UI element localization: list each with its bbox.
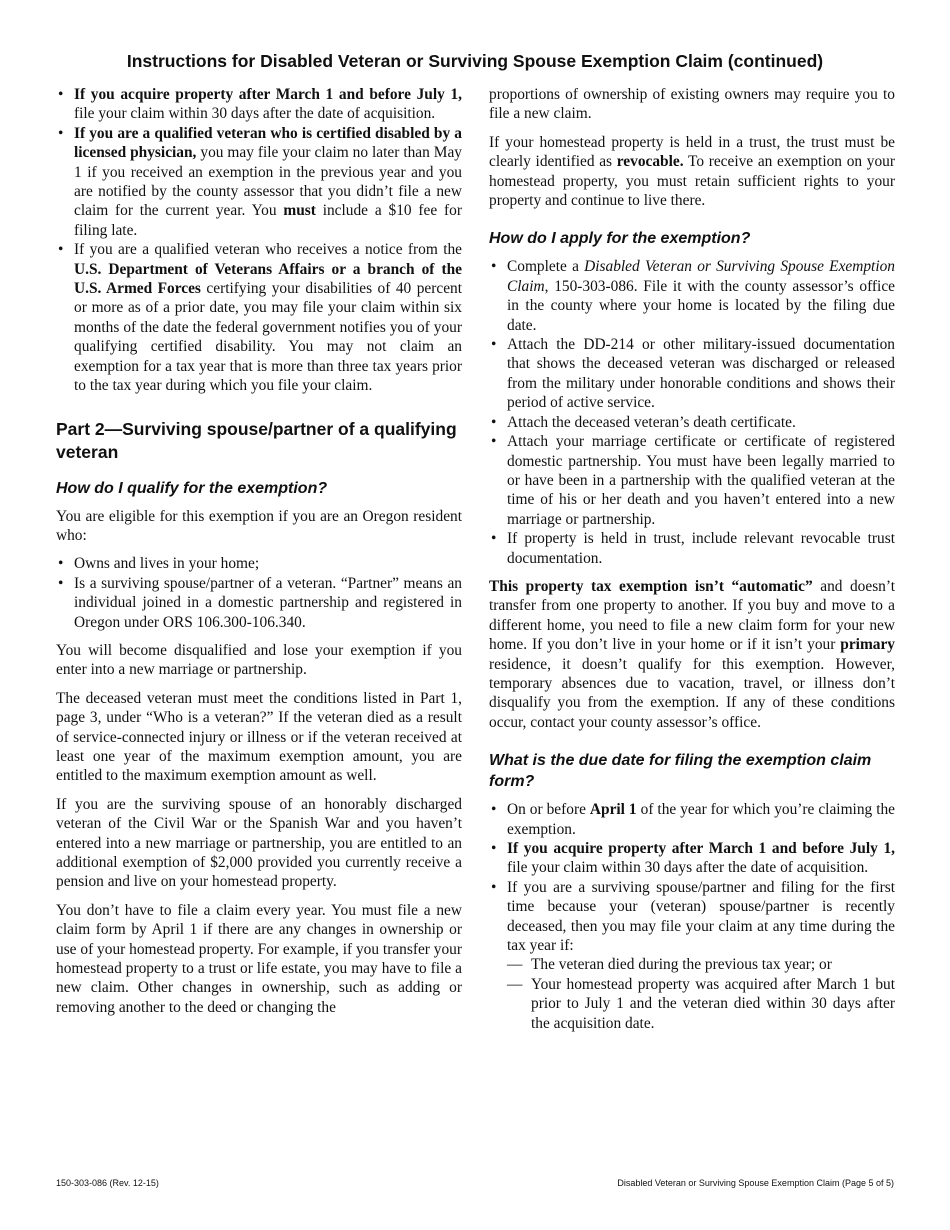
eligible-intro: You are eligible for this exemption if you are an Oregon resident who: xyxy=(56,507,462,544)
late-filing-list xyxy=(56,85,462,396)
disqualified-paragraph: You will become disqualified and lose your exemption if you enter into a new marriage or partnership. xyxy=(56,641,462,679)
due-date-heading: What is the due date for filing the exemption claim form? xyxy=(489,752,872,791)
list-item: • Attach the DD-214 or other military-issued documentation that shows the deceased veteran was discharged or released from the military under honorable conditions and shows their period of active service. xyxy=(489,335,895,413)
list-item: • If you are a qualified veteran who is certified disabled by a licensed physician, you may file your claim no later than May 1 if you received an exemption in the previous year and you are notified by the county assessor that you didn’t file a new claim for the current year. You must include a $10 fee for filing late. xyxy=(56,124,462,240)
list-item: • If you are a surviving spouse/partner and filing for the first time because your (veteran) spouse/partner is recently deceased, then you may file your claim at any time during the tax year if: — The veteran died during the previous tax year; or — Your homestead property was acquired after March 1 but prior to July 1 and the veteran died within 30 days after the acquisition date. xyxy=(489,878,895,1033)
page-title: Instructions for Disabled Veteran or Surviving Spouse Exemption Claim (continued) xyxy=(126,51,824,71)
apply-heading: How do I apply for the exemption? xyxy=(489,230,751,248)
list-item: — The veteran died during the previous tax year; or xyxy=(507,955,895,974)
due-date-sublist xyxy=(507,955,895,1033)
apply-list xyxy=(489,257,895,568)
eligible-list xyxy=(56,554,462,632)
part-2-heading: Part 2—Surviving spouse/partner of a qualifying veteran xyxy=(56,418,457,462)
list-item: • Owns and lives in your home; xyxy=(56,554,462,573)
civil-war-paragraph: If you are the surviving spouse of an honorably discharged veteran of the Civil War or the Spanish War and you haven’t entered into a new marriage or partnership, you are entitled to an additional exemption of $2,000 provided you currently receive a pension and live on your homestead property. xyxy=(56,795,462,891)
list-item: • If you are a qualified veteran who receives a notice from the U.S. Department of Veterans Affairs or a branch of the U.S. Armed Forces certifying your disabilities of 40 percent or more as of a prior date, you may file your claim within six months of the date the federal government notifies you of your qualifying certified disability. You may not claim an exemption for a tax year that is more than three tax years prior to the tax year during which you file your claim. xyxy=(56,240,462,395)
continued-paragraph: proportions of ownership of existing owners may require you to file a new claim. xyxy=(489,86,895,123)
every-year-paragraph: You don’t have to file a claim every year. You must file a new claim form by April 1 if there are any changes in ownership or use of your homestead property. For example, if you transfer your homestead property to a trust or life estate, you may have to file a new claim. Other changes in ownership, such as adding or removing another to the deed or changing the xyxy=(56,901,462,1016)
list-item: • If property is held in trust, include relevant revocable trust documentation. xyxy=(489,529,895,568)
list-item: • If you acquire property after March 1 and before July 1, file your claim within 30 days after the date of acquisition. xyxy=(489,839,895,878)
qualify-heading: How do I qualify for the exemption? xyxy=(56,479,328,497)
list-item: — Your homestead property was acquired after March 1 but prior to July 1 and the veteran died within 30 days after the acquisition date. xyxy=(507,975,895,1033)
list-item: • Complete a Disabled Veteran or Surviving Spouse Exemption Claim, 150-303-086. File it with the county assessor’s office in the county where your home is located by the filing due date. xyxy=(489,257,895,335)
left-column xyxy=(56,85,462,1026)
list-item: • On or before April 1 of the year for which you’re claiming the exemption. xyxy=(489,800,895,839)
list-item: • Attach your marriage certificate or certificate of registered domestic partnership. You must have been legally married to or have been in a partnership with the qualified veteran at the time of his or her death and you haven’t entered into a new marriage or partnership. xyxy=(489,432,895,529)
right-column xyxy=(489,85,895,1042)
list-item: • Attach the deceased veteran’s death certificate. xyxy=(489,413,895,432)
deceased-veteran-paragraph: The deceased veteran must meet the conditions listed in Part 1, page 3, under “Who is a veteran?” If the veteran died as a result of service-connected injury or illness or if the veteran received at least one year of the maximum exemption amount, you are entitled to the maximum exemption amount as well. xyxy=(56,689,462,785)
due-date-list xyxy=(489,800,895,1033)
trust-paragraph: If your homestead property is held in a trust, the trust must be clearly identified as revocable. To receive an exemption on your homestead property, you must retain sufficient rights to your property and continue to live there. xyxy=(489,133,895,210)
list-item: • Is a surviving spouse/partner of a veteran. “Partner” means an individual joined in a domestic partnership and registered in Oregon under ORS 106.300-106.340. xyxy=(56,574,462,632)
list-item: • If you acquire property after March 1 and before July 1, file your claim within 30 days after the date of acquisition. xyxy=(56,85,462,124)
form-number: 150-303-086 (Rev. 12-15) xyxy=(56,1178,159,1188)
not-automatic-paragraph: This property tax exemption isn’t “automatic” and doesn’t transfer from one property to another. If you buy and move to a different home, you need to file a new claim form for your new home. If you don’t live in your home or if it isn’t your primary residence, it doesn’t qualify for this exemption. However, temporary absences due to vacation, travel, or illness don’t disqualify you from the exemption. If any of these conditions occur, contact your county assessor’s office. xyxy=(489,577,895,731)
page-footer: Disabled Veteran or Surviving Spouse Exemption Claim (Page 5 of 5) xyxy=(617,1178,894,1188)
